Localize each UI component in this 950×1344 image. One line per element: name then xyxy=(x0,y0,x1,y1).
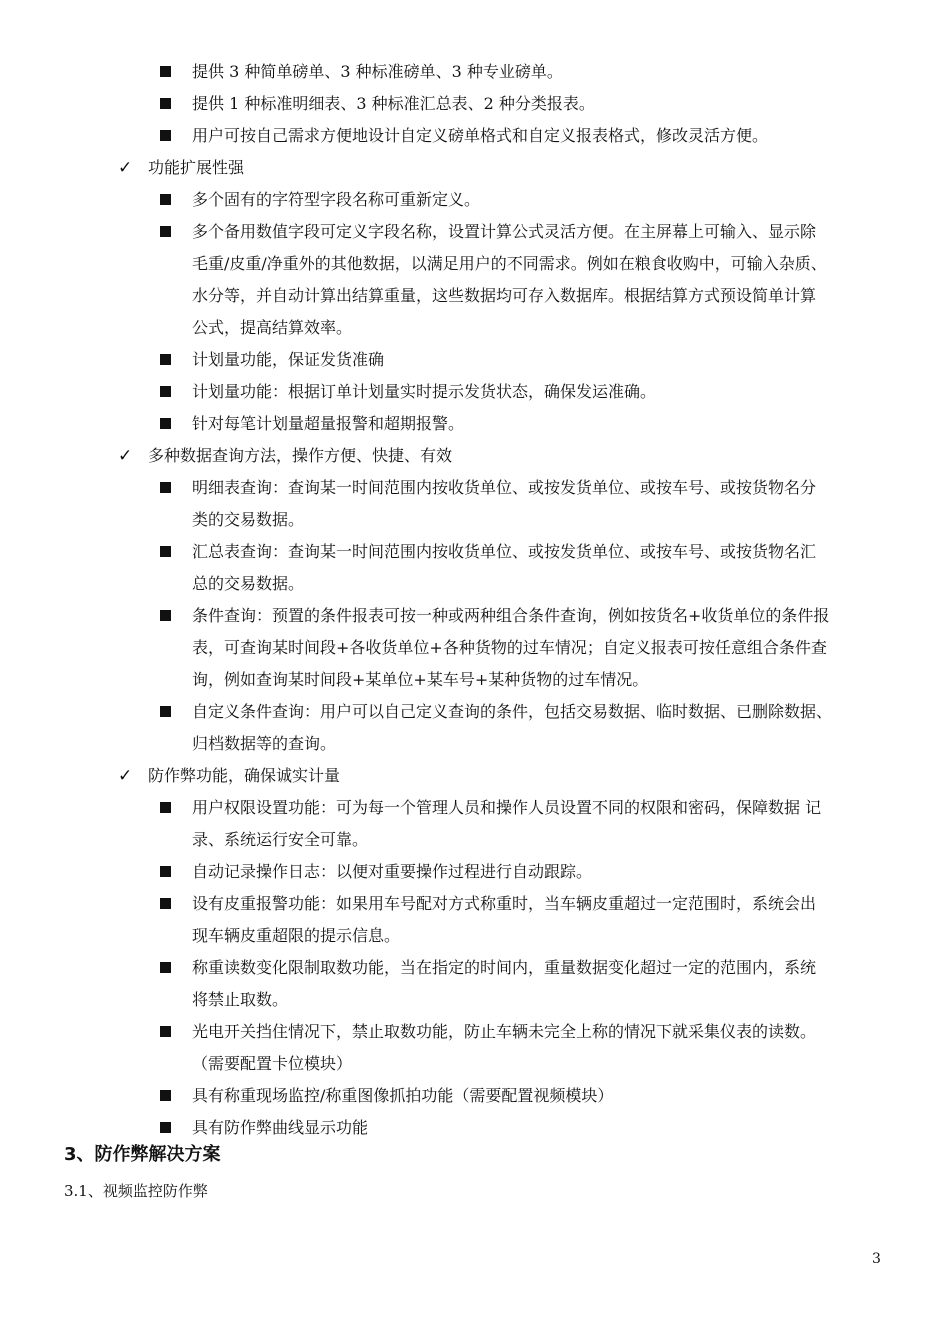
list-item-line: 归档数据等的查询。 xyxy=(192,734,337,753)
list-item-line: （需要配置卡位模块） xyxy=(192,1054,353,1073)
list-item-line: 表，可查询某时间段+各收货单位+各种货物的过车情况；自定义报表可按任意组合条件查 xyxy=(192,638,827,657)
list-item-line: 明细表查询：查询某一时间范围内按收货单位、或按发货单位、或按车号、或按货物名分 xyxy=(192,478,817,497)
list-item-line: 条件查询：预置的条件报表可按一种或两种组合条件查询，例如按货名+收货单位的条件报 xyxy=(192,606,830,625)
square-bullet-icon xyxy=(160,962,171,973)
square-bullet-icon xyxy=(160,802,171,813)
square-bullet-icon xyxy=(160,194,171,205)
check-icon: ✓ xyxy=(118,446,133,466)
list-item-line: 光电开关挡住情况下，禁止取数功能，防止车辆未完全上称的情况下就采集仪表的读数。 xyxy=(192,1022,817,1041)
group-title: 功能扩展性强 xyxy=(148,158,245,177)
list-item-line: 多个备用数值字段可定义字段名称，设置计算公式灵活方便。在主屏幕上可输入、显示除 xyxy=(192,222,817,241)
section-heading: 3、防作弊解决方案 xyxy=(64,1144,221,1165)
square-bullet-icon xyxy=(160,1090,171,1101)
group-title: 多种数据查询方法，操作方便、快捷、有效 xyxy=(148,446,453,465)
square-bullet-icon xyxy=(160,610,171,621)
list-item-line: 自动记录操作日志：以便对重要操作过程进行自动跟踪。 xyxy=(192,862,593,881)
square-bullet-icon xyxy=(160,898,171,909)
square-bullet-icon xyxy=(160,354,171,365)
list-item-line: 设有皮重报警功能：如果用车号配对方式称重时，当车辆皮重超过一定范围时，系统会出 xyxy=(192,894,817,913)
square-bullet-icon xyxy=(160,98,171,109)
square-bullet-icon xyxy=(160,1122,171,1133)
square-bullet-icon xyxy=(160,546,171,557)
list-item-line: 计划量功能：根据订单计划量实时提示发货状态，确保发运准确。 xyxy=(192,382,657,401)
list-item-line: 针对每笔计划量超量报警和超期报警。 xyxy=(192,414,465,433)
square-bullet-icon xyxy=(160,130,171,141)
list-item-line: 现车辆皮重超限的提示信息。 xyxy=(192,926,401,945)
list-item-line: 将禁止取数。 xyxy=(192,990,289,1009)
square-bullet-icon xyxy=(160,482,171,493)
group-title: 防作弊功能，确保诚实计量 xyxy=(148,766,341,785)
square-bullet-icon xyxy=(160,418,171,429)
list-item-line: 计划量功能，保证发货准确 xyxy=(192,350,385,369)
list-item-line: 提供 1 种标准明细表、3 种标准汇总表、2 种分类报表。 xyxy=(192,94,595,113)
list-item-line: 公式，提高结算效率。 xyxy=(192,318,353,337)
list-item-line: 水分等，并自动计算出结算重量，这些数据均可存入数据库。根据结算方式预设简单计算 xyxy=(192,286,817,305)
page-number: 3 xyxy=(872,1251,881,1267)
square-bullet-icon xyxy=(160,66,171,77)
list-item-line: 用户权限设置功能：可为每一个管理人员和操作人员设置不同的权限和密码，保障数据 记 xyxy=(192,798,822,817)
subsection-heading: 3.1、视频监控防作弊 xyxy=(64,1182,208,1200)
square-bullet-icon xyxy=(160,386,171,397)
list-item-line: 具有防作弊曲线显示功能 xyxy=(192,1118,369,1137)
list-item-line: 自定义条件查询：用户可以自己定义查询的条件，包括交易数据、临时数据、已删除数据、 xyxy=(192,702,833,721)
square-bullet-icon xyxy=(160,226,171,237)
list-item-line: 录、系统运行安全可靠。 xyxy=(192,830,369,849)
list-item-line: 用户可按自己需求方便地设计自定义磅单格式和自定义报表格式，修改灵活方便。 xyxy=(192,126,769,145)
list-item-line: 询，例如查询某时间段+某单位+某车号+某种货物的过车情况。 xyxy=(192,670,649,689)
square-bullet-icon xyxy=(160,866,171,877)
list-item-line: 总的交易数据。 xyxy=(192,574,305,593)
list-item-line: 汇总表查询：查询某一时间范围内按收货单位、或按发货单位、或按车号、或按货物名汇 xyxy=(192,542,817,561)
list-item-line: 提供 3 种简单磅单、3 种标准磅单、3 种专业磅单。 xyxy=(192,62,563,81)
list-item-line: 称重读数变化限制取数功能，当在指定的时间内，重量数据变化超过一定的范围内，系统 xyxy=(192,958,817,977)
list-item-line: 具有称重现场监控/称重图像抓拍功能（需要配置视频模块） xyxy=(192,1086,614,1105)
check-icon: ✓ xyxy=(118,158,133,178)
square-bullet-icon xyxy=(160,706,171,717)
list-item-line: 类的交易数据。 xyxy=(192,510,305,529)
list-item-line: 多个固有的字符型字段名称可重新定义。 xyxy=(192,190,481,209)
check-icon: ✓ xyxy=(118,766,133,786)
list-item-line: 毛重/皮重/净重外的其他数据，以满足用户的不同需求。例如在粮食收购中，可输入杂质、 xyxy=(192,254,827,273)
square-bullet-icon xyxy=(160,1026,171,1037)
